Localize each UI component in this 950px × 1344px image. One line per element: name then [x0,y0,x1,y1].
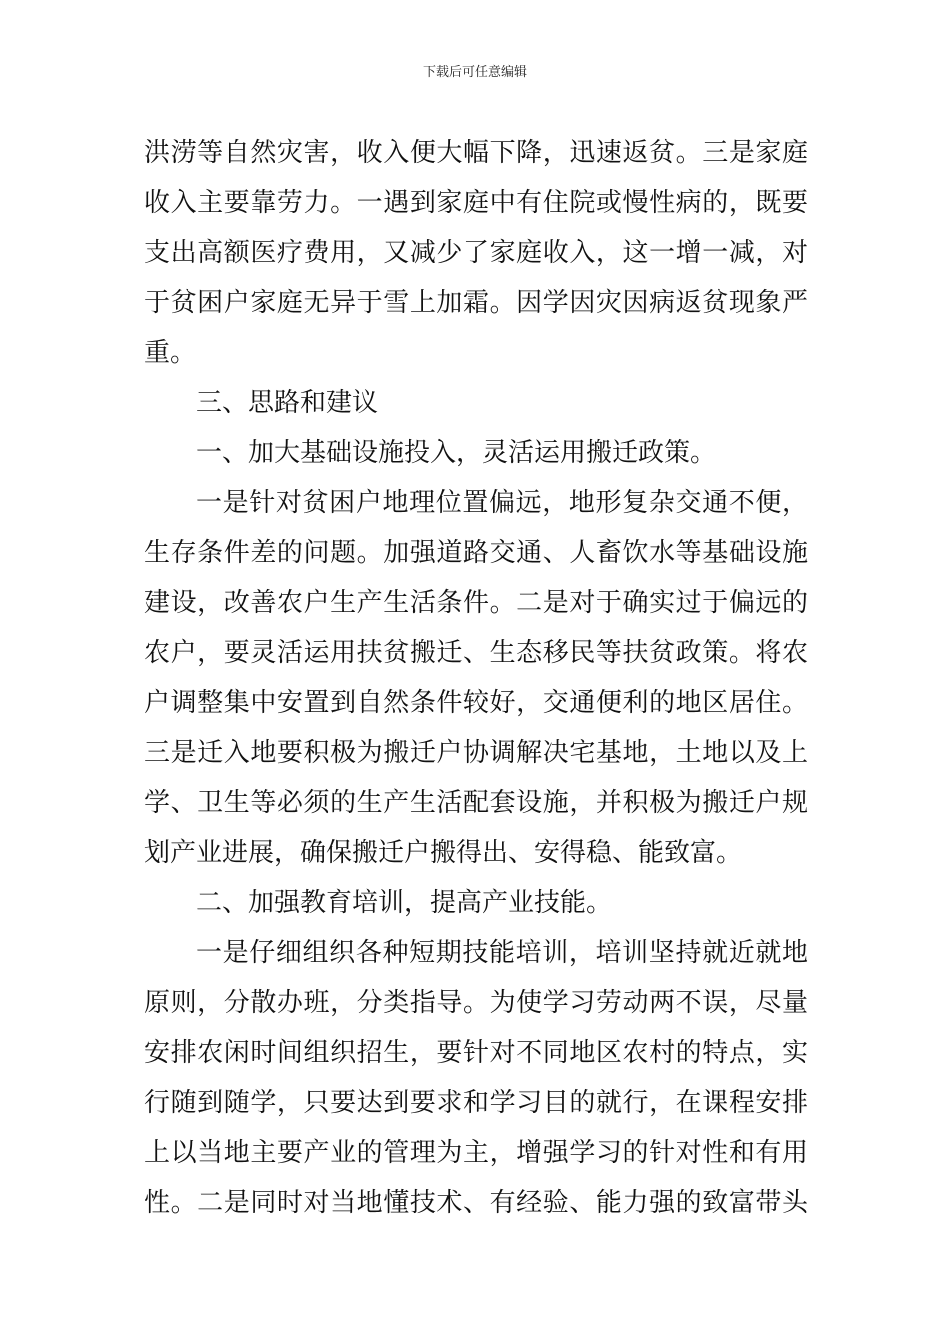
text-line: 重。 [144,338,197,368]
page-header: 下载后可任意编辑 [422,65,527,80]
text-line: 生存条件差的问题。加强道路交通、人畜饮水等基础设施 [144,538,808,568]
text-line: 收入主要靠劳力。一遇到家庭中有住院或慢性病的，既要 [144,188,808,218]
text-line: 安排农闲时间组织招生，要针对不同地区农村的特点，实 [144,1038,808,1068]
text-line: 一是针对贫困户地理位置偏远，地形复杂交通不便， [196,488,808,518]
text-line: 户调整集中安置到自然条件较好，交通便利的地区居住。 [144,688,808,718]
subsection-heading: 一、加大基础设施投入，灵活运用搬迁政策。 [196,438,717,468]
text-line: 一是仔细组织各种短期技能培训，培训坚持就近就地 [196,938,808,968]
section-heading: 三、思路和建议 [196,388,379,418]
text-line: 于贫困户家庭无异于雪上加霜。因学因灾因病返贫现象严 [144,288,808,318]
text-line: 支出高额医疗费用，又减少了家庭收入，这一增一减，对 [144,238,808,268]
text-line: 学、卫生等必须的生产生活配套设施，并积极为搬迁户规 [144,788,808,818]
text-line: 原则，分散办班，分类指导。为使学习劳动两不误，尽量 [144,988,808,1018]
text-line: 建设，改善农户生产生活条件。二是对于确实过于偏远的 [144,588,808,618]
text-line: 行随到随学，只要达到要求和学习目的就行，在课程安排 [144,1088,808,1118]
subsection-heading: 二、加强教育培训，提高产业技能。 [196,888,613,918]
text-line: 三是迁入地要积极为搬迁户协调解决宅基地，土地以及上 [144,738,808,768]
text-line: 农户，要灵活运用扶贫搬迁、生态移民等扶贫政策。将农 [144,638,808,668]
body-text [144,128,808,1228]
text-line: 划产业进展，确保搬迁户搬得出、安得稳、能致富。 [144,838,743,868]
text-line: 洪涝等自然灾害，收入便大幅下降，迅速返贫。三是家庭 [144,138,808,168]
text-line: 性。二是同时对当地懂技术、有经验、能力强的致富带头 [144,1188,808,1218]
text-line: 上以当地主要产业的管理为主，增强学习的针对性和有用 [144,1138,808,1168]
